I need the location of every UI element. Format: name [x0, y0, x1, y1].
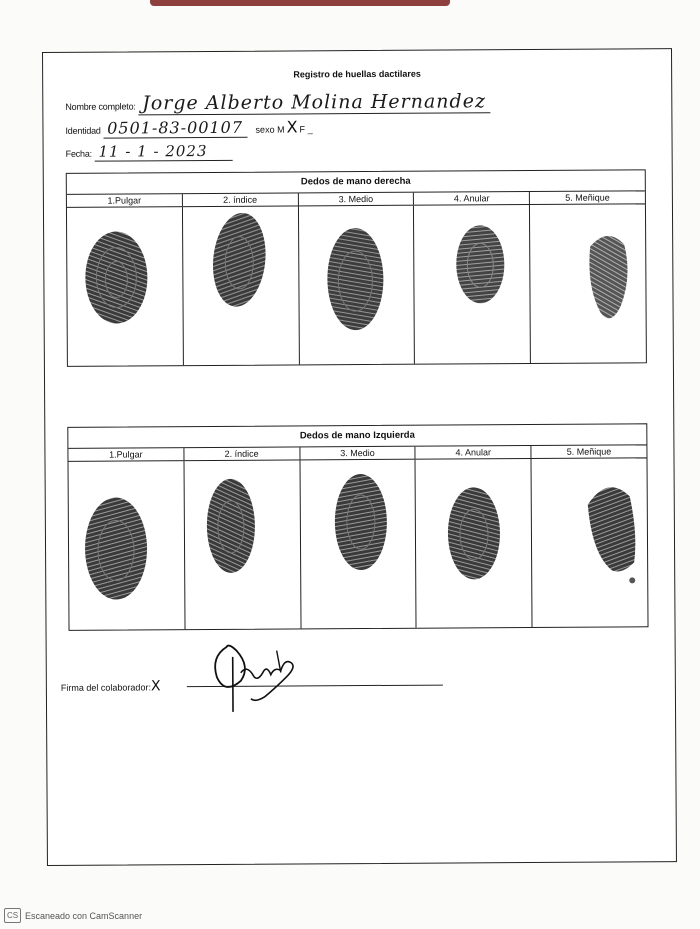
right-col-indice: 2. índice: [183, 193, 299, 206]
fingerprint-image: [83, 229, 150, 325]
handwritten-signature: [207, 636, 308, 722]
left-hand-prints: [69, 458, 648, 630]
right-cell-medio: [299, 206, 416, 365]
fingerprint-image: [332, 472, 389, 572]
camscanner-logo: CS: [4, 908, 21, 923]
right-col-pulgar: 1.Pulgar: [67, 194, 183, 207]
sexo-mark: X: [286, 117, 298, 137]
left-col-menique: 5. Meñique: [566, 446, 612, 457]
sexo-field: [255, 117, 313, 137]
fingerprint-image: [211, 211, 268, 309]
right-col-medio: 3. Medio: [298, 193, 414, 206]
left-hand-title: Dedos de mano Izquierda: [68, 424, 646, 449]
left-cell-anular: [416, 459, 533, 628]
fecha-field: [66, 142, 233, 162]
right-col-anular: 4. Anular: [414, 192, 530, 205]
left-col-pulgar: 1.Pulgar: [68, 448, 184, 461]
right-hand-table: [66, 169, 647, 367]
fingerprint-image: [580, 226, 635, 328]
right-cell-menique: [530, 204, 646, 363]
left-col-indice: 2. índice: [184, 447, 300, 460]
nombre-field: [65, 90, 490, 116]
left-cell-medio: [300, 460, 417, 629]
signature-field: [61, 678, 161, 695]
right-cell-pulgar: [67, 207, 184, 366]
scanner-edge-band: [150, 0, 450, 6]
fingerprint-image: [325, 226, 386, 332]
camscanner-footer: [4, 908, 142, 923]
identidad-field: [65, 117, 312, 139]
right-cell-anular: [414, 205, 531, 364]
fingerprint-image: [446, 485, 503, 581]
right-hand-prints: [67, 204, 646, 366]
fecha-value: 11 - 1 - 2023: [94, 142, 232, 162]
left-col-anular: 4. Anular: [416, 446, 532, 459]
fingerprint-image: [454, 223, 506, 305]
form-title: Registro de huellas dactilares: [293, 68, 421, 80]
right-col-menique: 5. Meñique: [565, 192, 610, 203]
left-cell-menique: [532, 458, 648, 627]
sexo-blank: _: [307, 124, 313, 135]
signature-x-mark: X: [150, 678, 161, 695]
left-cell-pulgar: [69, 461, 186, 630]
fingerprint-image: [582, 474, 643, 586]
left-cell-indice: [184, 460, 301, 629]
sexo-label: sexo: [255, 124, 275, 135]
nombre-label: Nombre completo:: [65, 101, 136, 112]
fecha-label: Fecha:: [65, 148, 92, 159]
sexo-m: M: [277, 124, 285, 135]
fingerprint-image: [83, 495, 150, 601]
left-hand-table: [67, 423, 648, 631]
right-hand-title: Dedos de mano derecha: [67, 170, 645, 195]
sexo-f: F: [299, 124, 306, 135]
fingerprint-image: [204, 477, 257, 575]
nombre-value: Jorge Alberto Molina Hernandez: [138, 90, 490, 115]
signature-label: Firma del colaborador:: [60, 682, 151, 693]
left-col-medio: 3. Medio: [300, 447, 416, 460]
identidad-label: Identidad: [65, 125, 101, 136]
camscanner-text: Escaneado con CamScanner: [25, 910, 143, 921]
right-cell-indice: [183, 206, 300, 365]
identidad-value: 0501-83-00107: [103, 118, 247, 139]
fingerprint-form: [42, 48, 677, 866]
